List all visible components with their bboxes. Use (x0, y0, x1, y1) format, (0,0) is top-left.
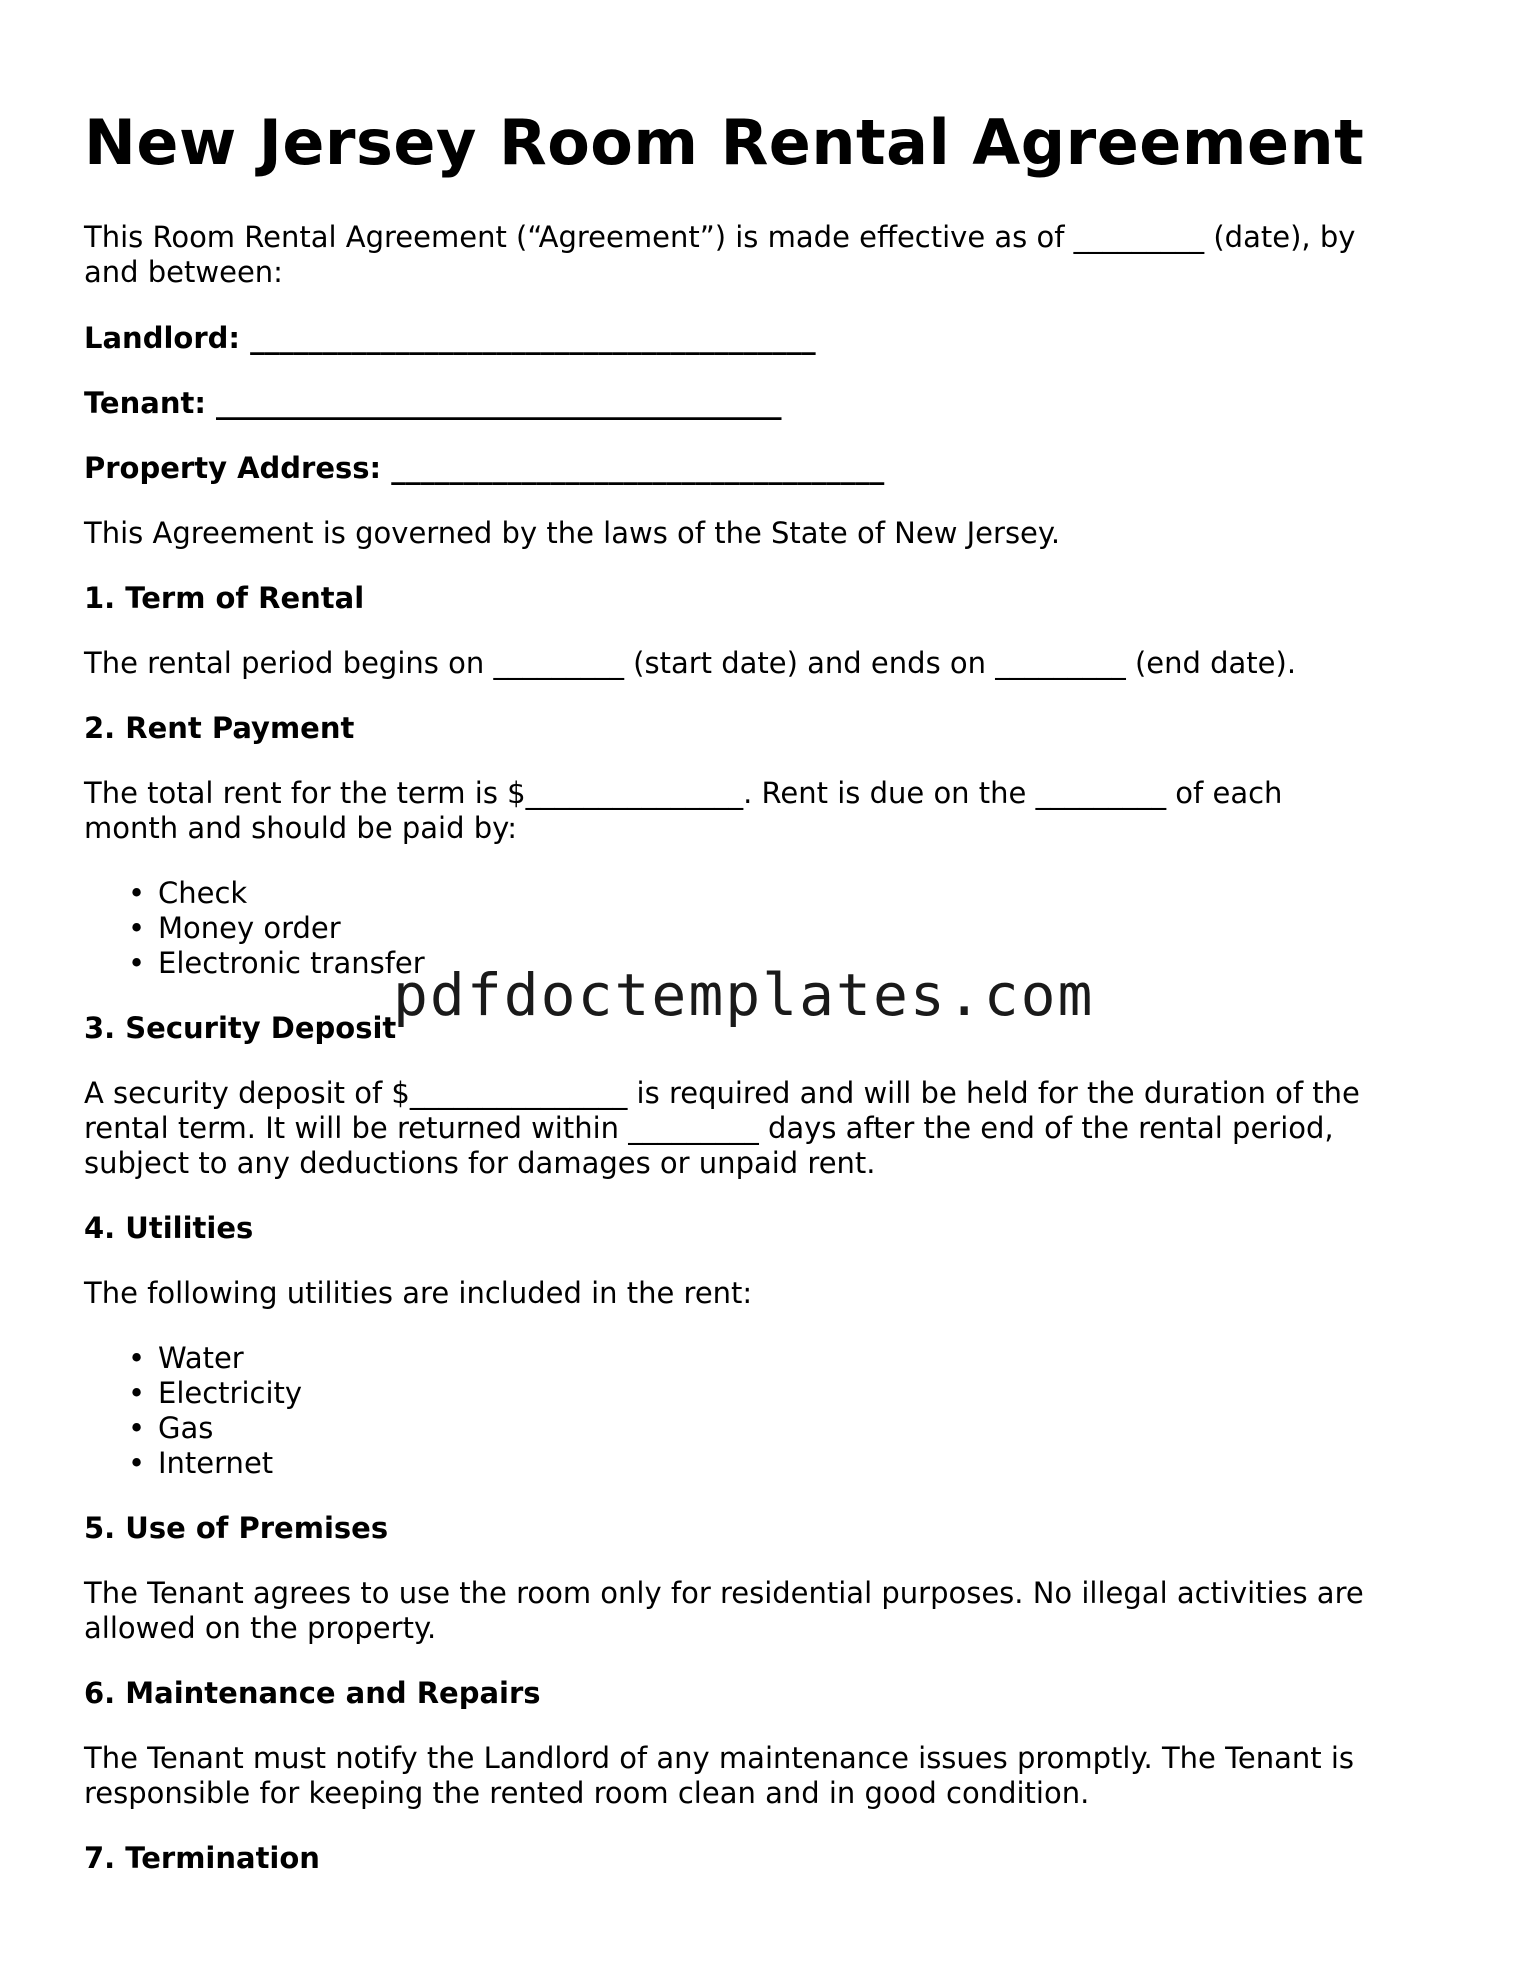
bullet-icon: • (128, 876, 146, 910)
premises-text-continued: allowed on the property. (84, 1611, 437, 1645)
watermark: pdfdoctemplates.com (393, 961, 1095, 1029)
bullet-icon: • (128, 1411, 146, 1445)
maintenance-text-continued: responsible for keeping the rented room clean and in good condition. (84, 1776, 1090, 1810)
list-item: • Electricity (128, 1376, 303, 1410)
landlord-field: Landlord: _______________________________________ (84, 321, 816, 355)
list-item: • Electronic transfer (128, 946, 425, 980)
bullet-icon: • (128, 911, 146, 945)
rent-text: The total rent for the term is $_______________. Rent is due on the _________ of each (84, 776, 1283, 810)
section-heading-premises: 5. Use of Premises (84, 1511, 389, 1545)
maintenance-text: The Tenant must notify the Landlord of any maintenance issues promptly. The Tenant is (84, 1741, 1355, 1775)
intro-text: This Room Rental Agreement (“Agreement”) is made effective as of _________ (date), by (84, 220, 1356, 254)
section-heading-termination: 7. Termination (84, 1841, 320, 1875)
list-item: • Gas (128, 1411, 214, 1445)
section-heading-maintenance: 6. Maintenance and Repairs (84, 1676, 541, 1710)
term-text: The rental period begins on _________ (start date) and ends on _________ (end date). (84, 646, 1297, 680)
page-title: New Jersey Room Rental Agreement (84, 106, 1365, 179)
intro-text-continued: and between: (84, 255, 283, 289)
list-item: • Money order (128, 911, 341, 945)
premises-text: The Tenant agrees to use the room only for residential purposes. No illegal activities are (84, 1576, 1364, 1610)
deposit-text-end: subject to any deductions for damages or unpaid rent. (84, 1146, 876, 1180)
governing-law-text: This Agreement is governed by the laws of the State of New Jersey. (84, 516, 1061, 550)
deposit-text: A security deposit of $_______________ is required and will be held for the duration of the (84, 1076, 1360, 1110)
list-item: • Check (128, 876, 248, 910)
section-heading-rent: 2. Rent Payment (84, 711, 355, 745)
list-item: • Water (128, 1341, 244, 1375)
bullet-icon: • (128, 946, 146, 980)
property-address-field: Property Address: __________________________________ (84, 451, 885, 485)
section-heading-deposit: 3. Security Deposit (84, 1011, 397, 1045)
bullet-icon: • (128, 1446, 146, 1480)
rent-text-continued: month and should be paid by: (84, 811, 517, 845)
section-heading-utilities: 4. Utilities (84, 1211, 254, 1245)
section-heading-term: 1. Term of Rental (84, 581, 365, 615)
utilities-text: The following utilities are included in the rent: (84, 1276, 753, 1310)
list-item: • Internet (128, 1446, 274, 1480)
bullet-icon: • (128, 1341, 146, 1375)
bullet-icon: • (128, 1376, 146, 1410)
tenant-field: Tenant: _______________________________________ (84, 386, 782, 420)
deposit-text-continued: rental term. It will be returned within _________ days after the end of the rental period, (84, 1111, 1334, 1145)
